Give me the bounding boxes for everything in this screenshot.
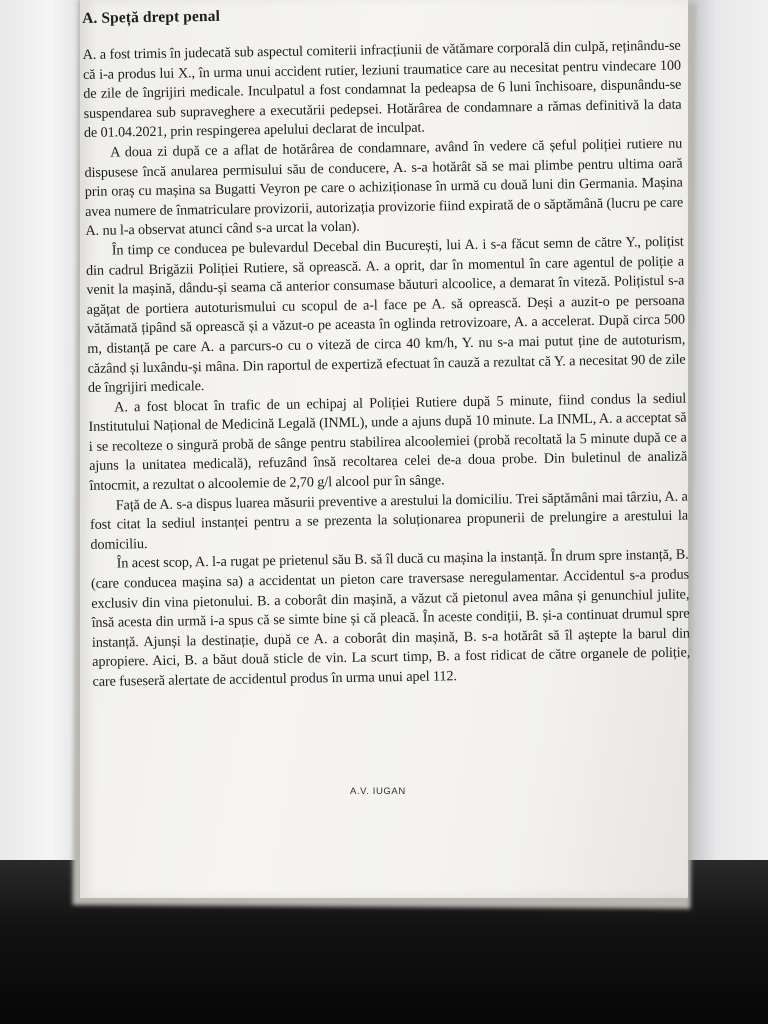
page-footer-author: A.V. IUGAN (350, 786, 406, 797)
paragraph-6: În acest scop, A. l-a rugat pe prietenul său B. să îl ducă cu mașina la instanță. În drum spre instanță, B. (care conducea mașina sa) a accidentat un pieton care traversase neregulamentar. Accidentul s-a produs exclusiv din vina pietonului. B. a coborât din mașină, a văzut că pietonul avea mâna și genunchiul julite, însă acesta din urmă i-a spus că se simte bine și că pleacă. În aceste condiții, B. și-a continuat drumul spre instanță. Ajunși la destinație, după ce A. a coborât din mașină, B. s-a hotărât să îl aștepte la barul din apropiere. Aici, B. a băut două sticle de vin. La scurt timp, B. a fost ridicat de către organele de poliție, care fuseseră alertate de accidentul produs în urma unui apel 112. (90, 546, 691, 690)
book-page (80, 0, 691, 898)
section-heading: A. Speță drept penal (82, 7, 221, 27)
paragraph-2: A doua zi după ce a aflat de hotărârea de condamnare, având în vedere că șeful poliției rutiere nu dispusese încă anularea permisului său de conducere, A. s-a hotărât să se mai plimbe pentru ultima oară prin oraș cu mașina sa Bugatti Veyron pe care o achiziționase în urmă cu două luni din Germania. Mașina avea numere de înmatriculare provizorii, autorizația provizorie fiind expirată de o săptămână (lucru pe care A. nu l-a observat atunci când s-a urcat la volan). (84, 135, 684, 240)
paragraph-5: Față de A. s-a dispus luarea măsurii preventive a arestului la domiciliu. Trei săptămâni mai târziu, A. a fost citat la sediul instanței pentru a se prezenta la soluționarea propunerii de prelungire a arestului la domiciliu. (89, 488, 689, 553)
page-content (82, 1, 691, 693)
paragraph-1: A. a fost trimis în judecată sub aspectul comiterii infracțiunii de vătămare corporală din culpă, reținându-se că i-a produs lui X., în urma unui accident rutier, leziuni traumatice care au necesitat pentru vindecare 100 de zile de îngrijiri medicale. Inculpatul a fost condamnat la pedeapsa de 6 luni închisoare, dispunându-se suspendarea sub supraveghere a executării pedepsei. Hotărârea de condamnare a rămas definitivă la data de 01.04.2021, prin respingerea apelului declarat de inculpat. (82, 37, 682, 142)
background-right-edge (688, 0, 768, 880)
paragraph-3: În timp ce conducea pe bulevardul Decebal din București, lui A. i s-a făcut semn de către Y., polițist din cadrul Brigăzii Poliției Rutiere, să oprească. A. a oprit, dar în momentul în care agentul de poliție a venit la mașină, dându-și seama că anterior consumase băuturi alcoolice, a demarat în viteză. Polițistul s-a agățat de portiera autoturismului cu scopul de a-l face pe A. să oprească. Deși a auzit-o pe persoana vătămată țipând să oprească și a văzut-o pe aceasta în oglinda retrovizoare, A. a accelerat. După circa 500 m, distanță pe care A. a parcurs-o cu o viteză de circa 40 km/h, Y. nu s-a mai putut ține de autoturism, căzând și luxându-și mâna. Din raportul de expertiză efectuat în cauză a rezultat că Y. a necesitat 90 de zile de îngrijiri medicale. (85, 233, 686, 397)
paragraph-4: A. a fost blocat în trafic de un echipaj al Poliției Rutiere după 5 minute, fiind condus la sediul Institutului Național de Medicină Legală (INML), unde a ajuns după 10 minute. La INML, A. a acceptat să i se recolteze o singură probă de sânge pentru stabilirea alcoolemiei (probă recoltată la 5 minute după ce a ajuns la unitatea medicală), refuzând însă recoltarea celei de-a doua probe. Din buletinul de analiză întocmit, a rezultat o alcoolemie de 2,70 g/l alcool pur în sânge. (88, 390, 688, 495)
